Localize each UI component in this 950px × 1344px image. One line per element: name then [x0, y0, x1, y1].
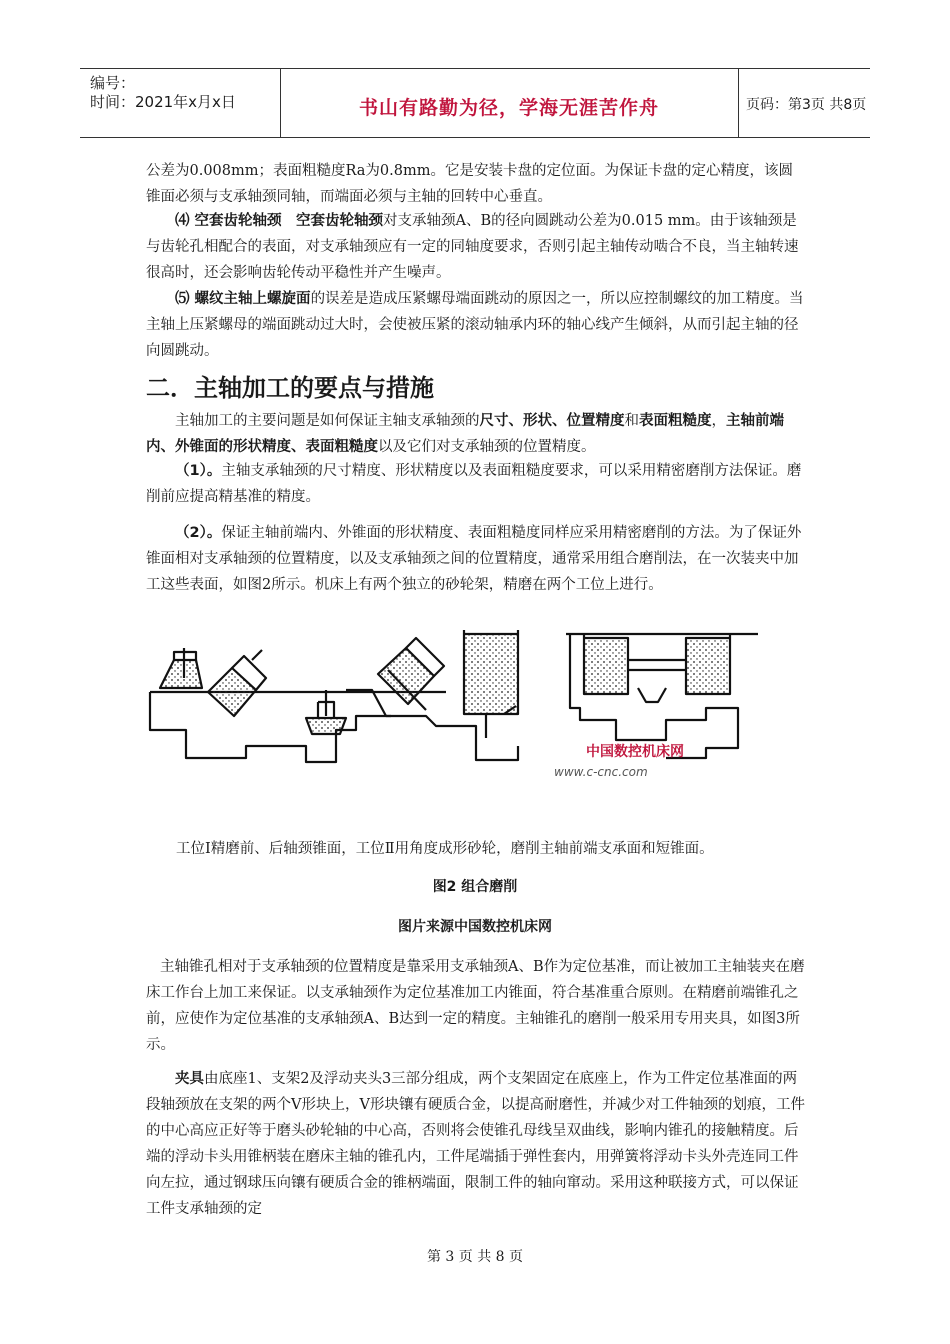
- paragraph-text: 对支承轴颈A、B的径向圆跳动公差为0.015 mm。由于该轴颈是与齿轮孔相配合的表面，对支承轴颈应有一定的同轴度要求，否则引起主轴传动啮合不良，当主轴转速很高时，还会影响齿轮传动平稳性并产生噪声。: [146, 213, 799, 281]
- item-marker: （1）。: [175, 463, 222, 479]
- watermark-url: www.c-cnc.com: [554, 765, 648, 779]
- paragraph-text: ，: [711, 413, 726, 429]
- paragraph-text: 的误差是造成压紧螺母端面跳动的原因之一，所以应控制螺纹的加工精度。当主轴上压紧螺母的端面跳动过大时，会使被压紧的滚动轴承内环的轴心线产生倾斜，从而引起主轴的径向圆跳动。: [146, 291, 804, 359]
- page-header: [80, 68, 870, 138]
- figure-title: 图2 组合磨削: [432, 879, 518, 895]
- combined-grinding-figure: [146, 630, 758, 800]
- section-title: 二．主轴加工的要点与措施: [146, 374, 434, 402]
- paragraph-main-issues: [146, 408, 806, 460]
- header-page-cell: [738, 69, 870, 137]
- figure-description: [176, 836, 816, 862]
- header-date: 时间：2021年x月x日: [90, 93, 236, 111]
- header-meta-cell: [80, 69, 281, 137]
- paragraph-chuck-taper: [146, 158, 806, 210]
- paragraph-text: 保证主轴前端内、外锥面的形状精度、表面粗糙度同样应采用精密磨削的方法。为了保证外锥面相对支承轴颈的位置精度，以及支承轴颈之间的位置精度，通常采用组合磨削法，在一次装夹中加工这些表面，如图2所示。机床上有两个独立的砂轮架，精磨在两个工位上进行。: [146, 525, 802, 593]
- emphasis-text: 表面粗糙度: [639, 413, 712, 429]
- watermark-title: 中国数控机床网: [586, 744, 684, 760]
- paragraph-text: 主轴锥孔相对于支承轴颈的位置精度是靠采用支承轴颈A、B作为定位基准，而让被加工主轴装夹在磨床工作台上加工来保证。以支承轴颈作为定位基准加工内锥面，符合基准重合原则。在精磨前端锥孔之前，应使作为定位基准的支承轴颈A、B达到一定的精度。主轴锥孔的磨削一般采用专用夹具，如图3所示。: [146, 959, 805, 1053]
- paragraph-text: 和: [624, 413, 639, 429]
- page-footer: 第 3 页 共 8 页: [426, 1249, 524, 1265]
- paragraph-text: 工位Ⅰ精磨前、后轴颈锥面，工位Ⅱ用角度成形砂轮，磨削主轴前端支承面和短锥面。: [176, 841, 714, 857]
- paragraph-heading: ⑸ 螺纹主轴上螺旋面: [175, 291, 311, 307]
- emphasis-text: 尺寸、形状、位置精度: [479, 413, 625, 429]
- paragraph-text: 主轴支承轴颈的尺寸精度、形状精度以及表面粗糙度要求，可以采用精密磨削方法保证。磨削前应提高精基准的精度。: [146, 463, 802, 505]
- header-motto: 书山有路勤为径，学海无涯苦作舟: [358, 97, 659, 119]
- emphasis-text: 主轴前端内、外锥面的形状精度、表面粗糙度: [146, 413, 784, 455]
- paragraph-heading: ⑷ 空套齿轮轴颈 空套齿轮轴颈: [175, 213, 384, 229]
- paragraph-thread: [146, 286, 806, 364]
- header-number: 编号：: [90, 74, 136, 92]
- paragraph-point-1: [146, 458, 806, 510]
- item-marker: （2）。: [175, 525, 222, 541]
- paragraph-fixture: [146, 1066, 806, 1222]
- paragraph-idle-gear-journal: [146, 208, 806, 286]
- paragraph-heading: 夹具: [175, 1071, 204, 1087]
- paragraph-text: 由底座1、支架2及浮动夹头3三部分组成，两个支架固定在底座上，作为工件定位基准面的两段轴颈放在支架的两个V形块上，V形块镶有硬质合金，以提高耐磨性，并减少对工件轴颈的划痕，工件的中心高应正好等于磨头砂轮轴的中心高，否则将会使锥孔母线呈双曲线，影响内锥孔的接触精度。后端的浮动卡头用锥柄装在磨床主轴的锥孔内，工件尾端插于弹性套内，用弹簧将浮动卡头外壳连同工件向左拉，通过钢球压向镶有硬质合金的锥柄端面，限制工件的轴向窜动。采用这种联接方式，可以保证工件支承轴颈的定: [146, 1071, 805, 1217]
- figure-source: 图片来源中国数控机床网: [398, 919, 552, 935]
- paragraph-text: 公差为0.008mm；表面粗糙度Ra为0.8mm。它是安装卡盘的定位面。为保证卡盘的定心精度，该圆锥面必须与支承轴颈同轴，而端面必须与主轴的回转中心垂直。: [146, 163, 793, 205]
- paragraph-point-2: [146, 520, 806, 598]
- paragraph-text: 主轴加工的主要问题是如何保证主轴支承轴颈的: [175, 413, 480, 429]
- paragraph-taper-hole: [146, 954, 806, 1058]
- header-motto-cell: [280, 69, 739, 137]
- paragraph-text: 以及它们对支承轴颈的位置精度。: [378, 439, 596, 455]
- header-page-info: 页码：第3页 共8页: [746, 97, 867, 113]
